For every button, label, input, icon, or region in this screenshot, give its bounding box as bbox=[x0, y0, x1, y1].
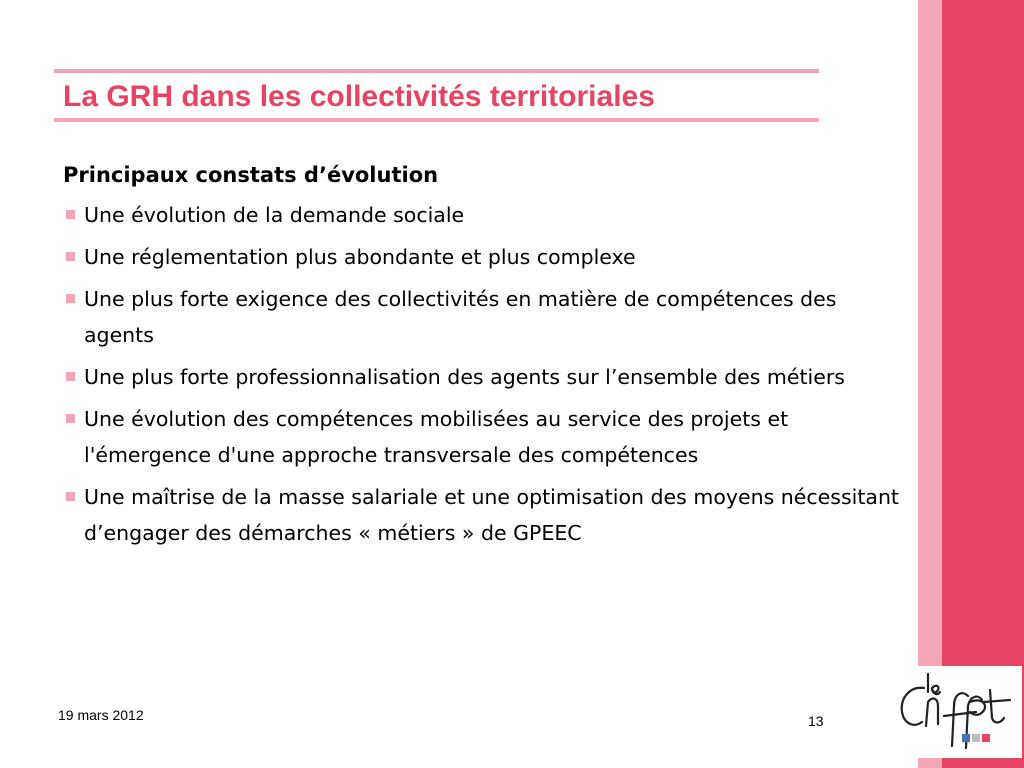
title-rule-bottom bbox=[54, 118, 819, 122]
logo-color-squares bbox=[962, 734, 990, 742]
logo-square-blue bbox=[962, 734, 970, 742]
slide-content bbox=[63, 157, 903, 557]
logo-square-grey bbox=[972, 734, 980, 742]
bullet-item: Une plus forte professionnalisation des agents sur l’ensemble des métiers bbox=[63, 359, 903, 395]
bullet-item: Une maîtrise de la masse salariale et une optimisation des moyens nécessitant d’engager des démarches « métiers » de GPEEC bbox=[63, 479, 903, 551]
cnfpt-logo-mark bbox=[892, 666, 1022, 758]
bullet-item: Une réglementation plus abondante et plus complexe bbox=[63, 239, 903, 275]
page-number: 13 bbox=[808, 713, 824, 729]
cnfpt-logo bbox=[892, 666, 1022, 758]
bullet-item: Une évolution de la demande sociale bbox=[63, 197, 903, 233]
slide-title: La GRH dans les collectivités territoriales bbox=[63, 80, 655, 113]
bullet-item: Une plus forte exigence des collectivités en matière de compétences des agents bbox=[63, 281, 903, 353]
footer-date: 19 mars 2012 bbox=[58, 707, 144, 723]
bullet-list bbox=[63, 197, 903, 551]
side-band-light bbox=[918, 0, 942, 768]
bullet-item: Une évolution des compétences mobilisées au service des projets et l'émergence d'une approche transversale des compétences bbox=[63, 401, 903, 473]
side-band-dark bbox=[942, 0, 1024, 768]
title-rule-top bbox=[54, 69, 819, 73]
logo-square-red bbox=[982, 734, 990, 742]
slide-subtitle: Principaux constats d’évolution bbox=[63, 163, 439, 187]
